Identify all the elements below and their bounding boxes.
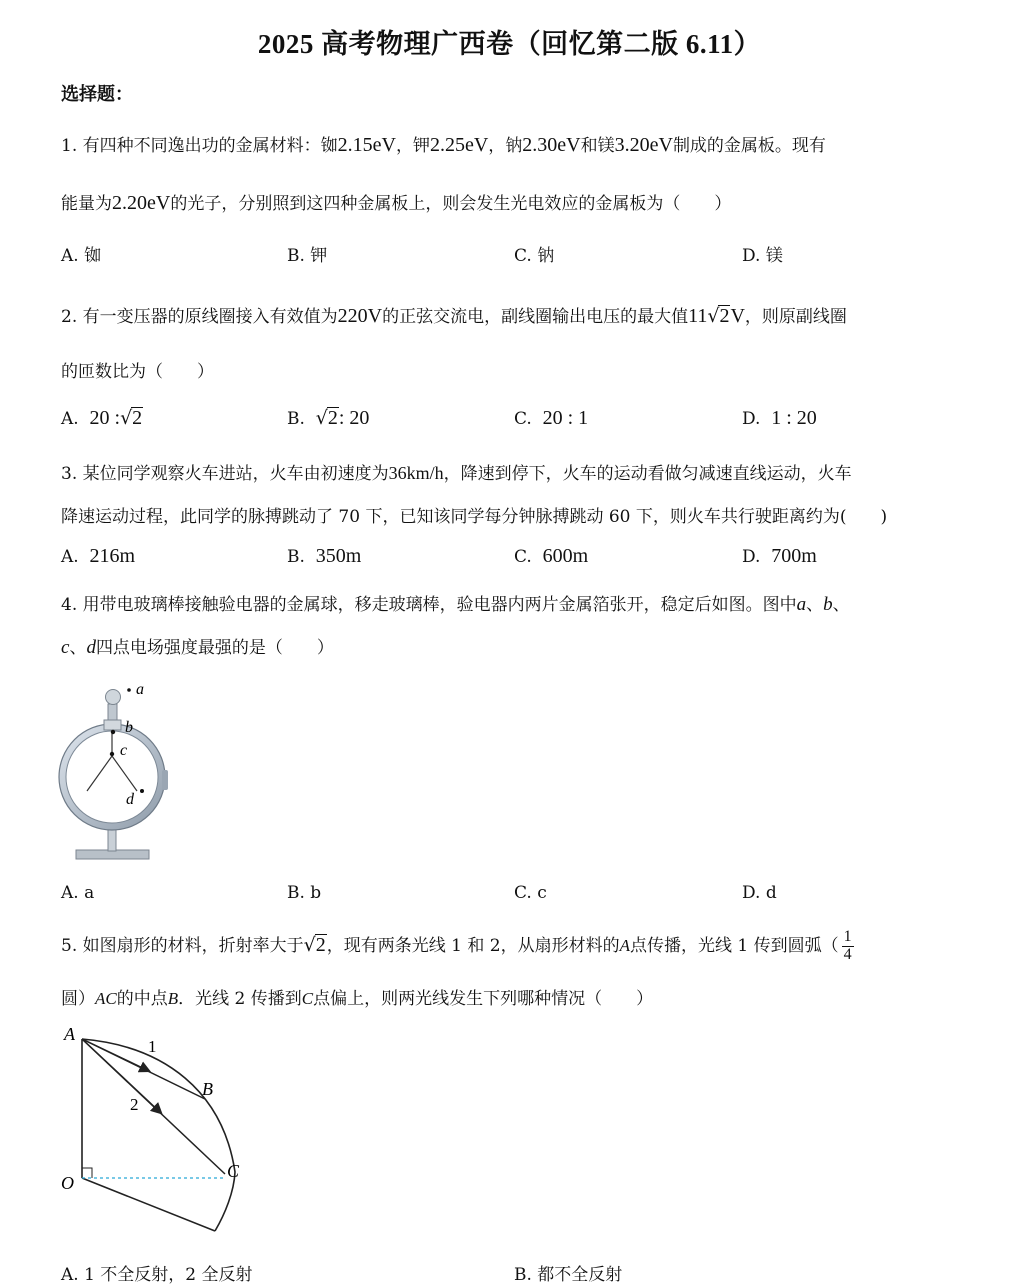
electroscope-insulator (104, 720, 121, 730)
q3-option-b[interactable] (287, 545, 361, 568)
electroscope-stand (108, 828, 116, 851)
q2-text: 2. 有一变压器的原线圈接入有效值为 (61, 307, 338, 327)
point-c-dot (110, 752, 114, 756)
q5-line-2 (61, 984, 653, 1009)
separator: 、 (69, 638, 87, 658)
q1-text: ，钠 (488, 136, 523, 156)
electroscope-knob (162, 770, 168, 790)
q3-option-d[interactable] (742, 545, 817, 568)
option-value: 350m (315, 545, 362, 567)
point-a-dot (127, 688, 131, 692)
sector-arc (82, 1039, 235, 1231)
option-letter: B. (287, 547, 305, 567)
section-label: 选择题： (61, 84, 133, 105)
q4-option-c[interactable]: C. c (514, 883, 547, 903)
q1-value: 2.30eV (522, 134, 581, 156)
label-B: B (202, 1079, 213, 1099)
q1-line-2 (61, 189, 731, 215)
option-value: 700m (771, 545, 817, 567)
q5-text: ，现有两条光线 1 和 2，从扇形材料的 (326, 935, 620, 956)
option-letter: C. (514, 409, 532, 429)
q1-value: 2.25eV (429, 134, 489, 156)
q2-text: ，则原副线圈 (744, 307, 847, 327)
q2-line-2: 的匝数比为（ ） (61, 362, 214, 382)
q3-option-a[interactable] (61, 545, 135, 568)
page-title: 2025 高考物理广西卷（回忆第二版 6.11） (257, 29, 762, 59)
electroscope-figure (50, 680, 180, 865)
q1-value: 2.15eV (337, 134, 396, 156)
q1-value: 2.20eV (112, 192, 171, 214)
fraction-denominator: 4 (843, 945, 852, 963)
q1-text: 的光子，分别照到这四种金属板上，则会发生光电效应的金属板为（ ） (170, 194, 732, 214)
q4-option-b[interactable]: B. b (287, 883, 322, 903)
q2-option-d[interactable] (742, 407, 817, 430)
q4-line-1 (61, 590, 850, 616)
label-d: d (126, 791, 134, 808)
q5-option-a[interactable]: A. 1 不全反射，2 全反射 (61, 1265, 253, 1285)
label-ray-2: 2 (130, 1095, 139, 1114)
option-radicand: 2 (327, 407, 338, 429)
label-a: a (136, 681, 144, 698)
sqrt-sign: √ (707, 305, 720, 327)
option-letter: A. (61, 547, 79, 567)
q5-line-1 (61, 929, 857, 964)
label-C: C (227, 1161, 240, 1181)
q5-text: 的中点 (116, 989, 168, 1009)
q5-text: 圆） (61, 989, 95, 1009)
q3-line-2: 降速运动过程，此同学的脉搏跳动了 70 下，已知该同学每分钟脉搏跳动 60 下，则火车共行驶距离约为( ) (61, 507, 888, 527)
option-value: 1 : 20 (771, 407, 817, 429)
q3-text: 3. 某位同学观察火车进站，火车由初速度为 (61, 464, 389, 484)
option-letter: B. (287, 409, 305, 429)
q2-unit: V (730, 305, 745, 327)
q3-line-1 (61, 459, 852, 484)
option-letter: A. (61, 409, 79, 429)
point-label: B (167, 989, 179, 1008)
q1-value: 3.20eV (614, 134, 673, 156)
label-O: O (61, 1173, 74, 1193)
q2-value: 11 (688, 305, 708, 327)
q2-value: 220V (337, 305, 383, 327)
q3-text: ，降速到停下，火车的运动看做匀减速直线运动，火车 (443, 464, 852, 484)
option-letter: D. (742, 409, 761, 429)
label-ray-1: 1 (148, 1037, 157, 1056)
option-letter: D. (742, 547, 761, 567)
q1-text: 制成的金属板。现有 (672, 136, 826, 156)
fraction (842, 929, 854, 964)
q2-option-c[interactable] (514, 407, 588, 430)
q5-text: 点传播，光线 1 传到圆弧（ (629, 935, 839, 956)
sector-figure (55, 1022, 255, 1242)
q1-text: 1. 有四种不同逸出功的金属材料：铷 (61, 136, 338, 156)
metal-ball (106, 690, 121, 705)
q1-option-b[interactable]: B. 钾 (287, 246, 328, 266)
option-radicand: 2 (132, 407, 143, 429)
option-value: : 20 (338, 407, 370, 429)
q3-option-c[interactable] (514, 545, 588, 568)
q2-text: 的正弦交流电，副线圈输出电压的最大值 (382, 307, 689, 327)
point-label: C (301, 989, 314, 1008)
fraction-numerator: 1 (843, 928, 852, 945)
sqrt-sign: √ (315, 407, 328, 429)
q2-option-b[interactable] (287, 407, 369, 430)
separator: 、 (806, 595, 824, 615)
sqrt-sign: √ (120, 407, 133, 429)
q4-line-2 (61, 633, 334, 659)
sqrt-sign: √ (303, 933, 316, 956)
q1-option-c[interactable]: C. 钠 (514, 246, 555, 266)
q2-option-a[interactable] (61, 407, 143, 430)
arc-label: AC (95, 989, 117, 1008)
q4-option-d[interactable]: D. d (742, 883, 777, 903)
option-value: 20 : (89, 407, 121, 429)
label-b: b (125, 719, 133, 736)
point-label: b (823, 594, 833, 615)
separator: 、 (832, 595, 850, 615)
q4-option-a[interactable]: A. a (61, 883, 95, 903)
point-label: c (61, 637, 70, 658)
label-c: c (120, 742, 128, 759)
right-angle-mark (82, 1168, 92, 1178)
q5-radicand: 2 (315, 933, 326, 956)
q1-text: ，钾 (395, 136, 430, 156)
q1-option-a[interactable]: A. 铷 (61, 246, 102, 266)
q5-option-b[interactable]: B. 都不全反射 (514, 1265, 623, 1285)
q1-text: 能量为 (61, 194, 112, 214)
q5-text: 5. 如图扇形的材料，折射率大于 (61, 935, 304, 956)
option-value: 216m (89, 545, 136, 567)
q5-text: ．光线 2 传播到 (178, 989, 302, 1009)
point-label: A (619, 935, 630, 955)
q2-line-1 (61, 302, 847, 328)
option-letter: C. (514, 547, 532, 567)
q2-radicand: 2 (719, 305, 730, 327)
point-label: d (86, 637, 96, 658)
point-label: a (796, 594, 807, 615)
q4-text: 4. 用带电玻璃棒接触验电器的金属球，移走玻璃棒，验电器内两片金属箔张开，稳定后如图。图中 (61, 595, 797, 615)
point-b-dot (111, 730, 115, 734)
q1-line-1 (61, 131, 826, 157)
q3-value: 36km/h (388, 463, 444, 483)
option-value: 600m (542, 545, 589, 567)
point-d-dot (140, 789, 144, 793)
radius-o-end (82, 1178, 215, 1231)
q4-text: 四点电场强度最强的是（ ） (95, 638, 334, 658)
q1-option-d[interactable]: D. 镁 (742, 246, 783, 266)
option-value: 20 : 1 (542, 407, 589, 429)
q5-text: 点偏上，则两光线发生下列哪种情况（ ） (313, 989, 654, 1009)
label-A: A (64, 1024, 75, 1044)
q1-text: 和镁 (580, 136, 615, 156)
